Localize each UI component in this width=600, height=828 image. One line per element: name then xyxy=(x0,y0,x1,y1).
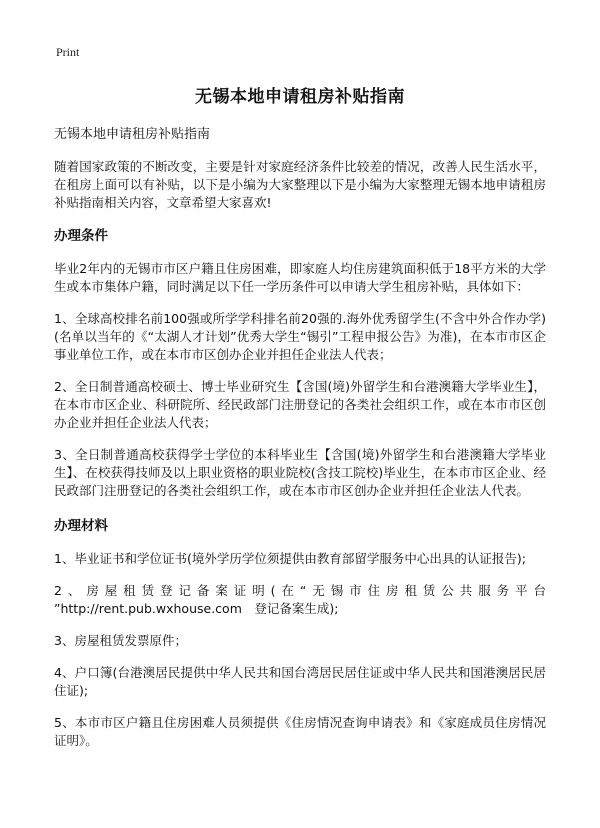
material-item: 2、房屋租赁登记备案证明(在“无锡市住房租赁公共服务平台 ”http://rent.pub.wxhouse.com 登记备案生成); xyxy=(54,583,546,616)
material-item: 5、本市市区户籍且住房困难人员须提供《住房情况查询申请表》和《家庭成员住房情况证明》。 xyxy=(54,715,546,748)
conditions-summary: 毕业2年内的无锡市市区户籍且住房困难，即家庭人均住房建筑面积低于18平方米的大学生或本市集体户籍，同时满足以下任一学历条件可以申请大学生租房补贴，具体如下： xyxy=(54,261,546,294)
material-item: 4、户口簿(台港澳居民提供中华人民共和国台湾居民居住证或中华人民共和国港澳居民居住证); xyxy=(54,665,546,698)
condition-item: 2、全日制普通高校硕士、博士毕业研究生【含国(境)外留学生和台港澳籍大学毕业生】，在本市市区企业、科研院所、经民政部门注册登记的各类社会组织工作，或在本市市区创办企业并担任企业法人代表； xyxy=(54,379,546,430)
document-title: 无锡本地申请租房补贴指南 xyxy=(195,87,405,107)
condition-item: 1、全球高校排名前100强或所学学科排名前20强的.海外优秀留学生(不含中外合作办学)(名单以当年的《“太湖人才计划”优秀大学生“锡引”工程申报公告》为准)，在本市市区企事业单位工作，或在本市市区创办企业并担任企业法人代表； xyxy=(54,311,546,362)
material-item: 3、房屋租赁发票原件； xyxy=(54,633,187,648)
material-item: 1、毕业证书和学位证书(境外学历学位须提供由教育部留学服务中心出具的认证报告); xyxy=(54,551,526,566)
materials-heading: 办理材料 xyxy=(54,518,108,534)
print-link[interactable]: Print xyxy=(56,45,80,59)
document-subtitle: 无锡本地申请租房补贴指南 xyxy=(54,127,211,142)
condition-item: 3、全日制普通高校获得学士学位的本科毕业生【含国(境)外留学生和台港澳籍大学毕业生】、在校获得技师及以上职业资格的职业院校(含技工院校)毕业生，在本市市区企业、经民政部门注册登记的各类社会组织工作，或在本市市区创办企业并担任企业法人代表。 xyxy=(54,447,546,498)
conditions-heading: 办理条件 xyxy=(54,228,108,244)
intro-paragraph: 随着国家政策的不断改变，主要是针对家庭经济条件比较差的情况，改善人民生活水平，在租房上面可以有补贴，以下是小编为大家整理以下是小编为大家整理无锡本地申请租房补贴指南相关内容，文章希望大家喜欢! xyxy=(54,159,546,210)
